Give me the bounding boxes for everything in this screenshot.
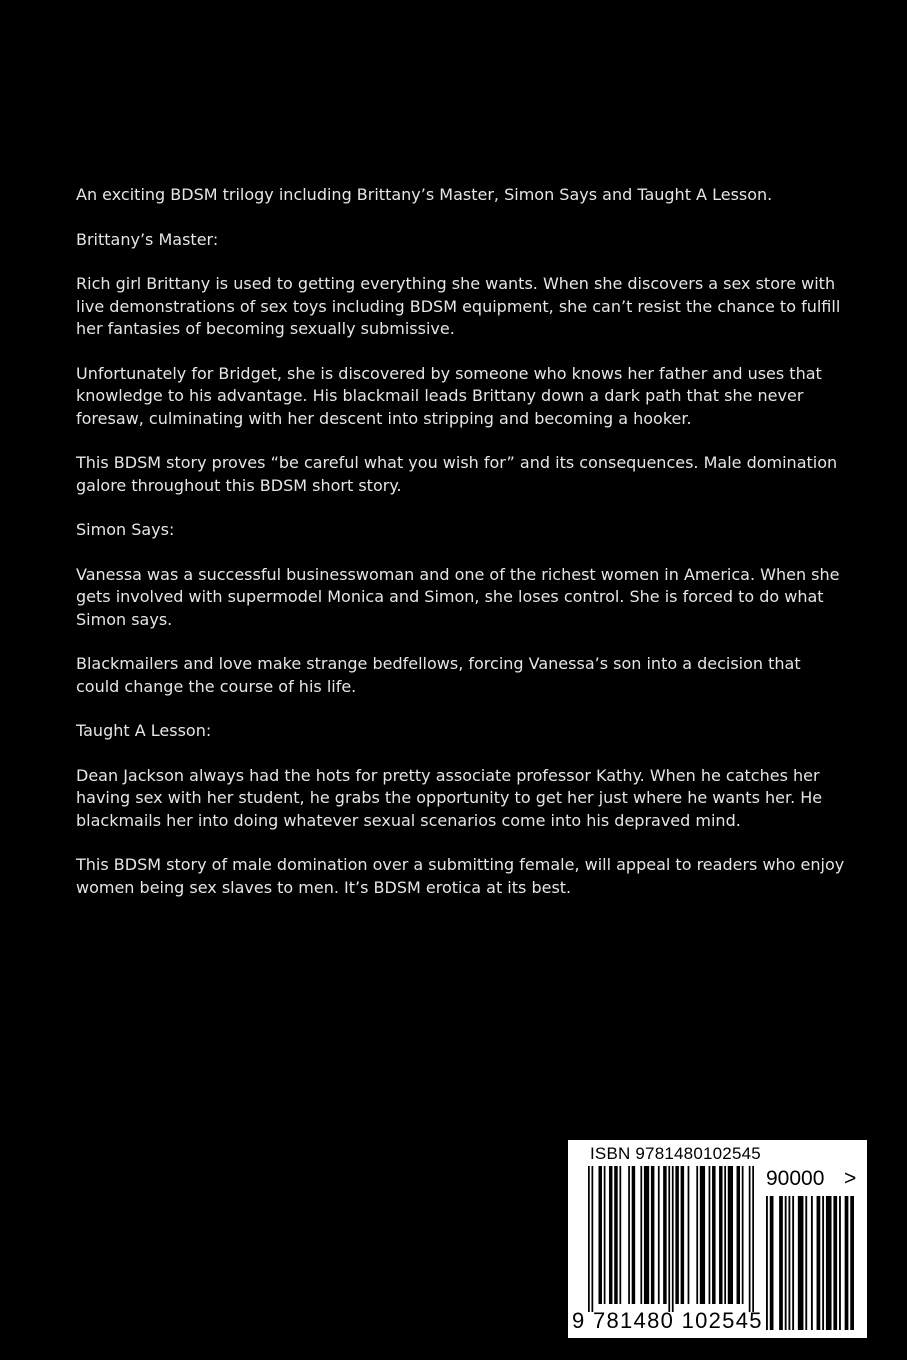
barcode-bar <box>651 1166 654 1304</box>
barcode-bar <box>598 1166 601 1304</box>
barcode-bar <box>817 1196 821 1330</box>
barcode-bar <box>604 1166 606 1304</box>
barcode-bar <box>709 1166 711 1304</box>
section-heading-simon-says: Simon Says: <box>76 520 175 539</box>
barcode-bar <box>724 1166 726 1304</box>
barcode-bar <box>640 1166 642 1304</box>
isbn-label: ISBN 9781480102545 <box>590 1144 761 1163</box>
brittany-paragraph-3: This BDSM story proves “be careful what you wish for” and its consequences. Male domination galore throughout this BDSM short story. <box>76 453 838 495</box>
barcode-bar <box>798 1196 804 1330</box>
ean13-bars <box>588 1166 754 1312</box>
barcode-bar <box>700 1166 705 1304</box>
barcode-bar <box>785 1196 787 1330</box>
barcode-bar <box>779 1196 783 1330</box>
barcode-bar <box>742 1166 744 1304</box>
barcode-bar <box>770 1196 774 1330</box>
barcode-bar <box>826 1196 832 1330</box>
brittany-paragraph-1: Rich girl Brittany is used to getting everything she wants. When she discovers a sex store with live demonstrations of sex toys including BDSM equipment, she can’t resist the chance to fulfill her fantasies of becoming sexually submissive. <box>76 274 841 338</box>
lesson-paragraph-1: Dean Jackson always had the hots for pretty associate professor Kathy. When he catches her having sex with her student, he grabs the opportunity to get her just where he wants her. He blackmails her into doing whatever sexual scenarios come into his depraved mind. <box>76 765 823 830</box>
barcode-digits: 9 781480 102545 <box>572 1308 763 1333</box>
barcode-bar <box>788 1196 790 1330</box>
addon-bars <box>766 1196 854 1330</box>
barcode-bar <box>839 1196 841 1330</box>
section-heading-brittanys-master: Brittany’s Master: <box>76 229 219 249</box>
barcode-bar <box>675 1166 678 1304</box>
barcode-bar <box>833 1196 837 1330</box>
barcode-bar <box>609 1166 612 1304</box>
barcode-bar <box>696 1166 698 1304</box>
barcode-bar <box>822 1196 824 1330</box>
barcode-bar <box>766 1196 768 1330</box>
barcode-bar <box>663 1166 666 1304</box>
simon-paragraph-1: Vanessa was a successful businesswoman and one of the richest women in America. When she gets involved with supermodel Monica and Simon, she loses control. She is forced to do what Simon says. <box>76 564 840 629</box>
brittany-paragraph-2: Unfortunately for Bridget, she is discovered by someone who knows her father and uses that knowledge to his advantage. His blackmail leads Brittany down a dark path that she never foresaw, culminating with her descent into stripping and becoming a hooker. <box>76 363 822 428</box>
barcode-bar <box>588 1166 590 1312</box>
barcode-bar <box>619 1166 621 1304</box>
barcode-bar <box>850 1196 854 1330</box>
book-blurb <box>76 184 846 921</box>
barcode-bar <box>658 1166 660 1304</box>
price-arrow: > <box>844 1167 857 1190</box>
barcode-bar <box>712 1166 715 1304</box>
barcode-bar <box>728 1166 733 1304</box>
barcode-bar <box>805 1196 807 1330</box>
barcode-bar <box>681 1166 684 1304</box>
intro-paragraph: An exciting BDSM trilogy including Brittany’s Master, Simon Says and Taught A Lesson. <box>76 185 773 204</box>
barcode-bar <box>719 1166 722 1304</box>
barcode-bar <box>672 1166 674 1312</box>
barcode-bar <box>591 1166 593 1312</box>
barcode-bar <box>632 1166 635 1304</box>
barcode-bar <box>752 1166 754 1312</box>
simon-paragraph-2: Blackmailers and love make strange bedfellows, forcing Vanessa’s son into a decision that could change the course of his life. <box>76 654 801 696</box>
lesson-paragraph-2: This BDSM story of male domination over a submitting female, will appeal to readers who enjoy women being sex slaves to men. It’s BDSM erotica at its best. <box>76 855 845 897</box>
section-heading-taught-a-lesson: Taught A Lesson: <box>76 721 212 740</box>
barcode-bar <box>688 1166 690 1304</box>
barcode-bar <box>668 1166 670 1312</box>
isbn-barcode <box>568 1140 867 1338</box>
barcode-bar <box>749 1166 751 1312</box>
barcode-bar <box>792 1196 794 1330</box>
barcode-bar <box>644 1166 649 1304</box>
barcode-bar <box>845 1196 849 1330</box>
barcode-bar <box>737 1166 740 1304</box>
barcode-bar <box>811 1196 813 1330</box>
barcode-bar <box>628 1166 630 1304</box>
price-code: 90000 <box>766 1167 825 1190</box>
barcode-bar <box>614 1166 617 1304</box>
